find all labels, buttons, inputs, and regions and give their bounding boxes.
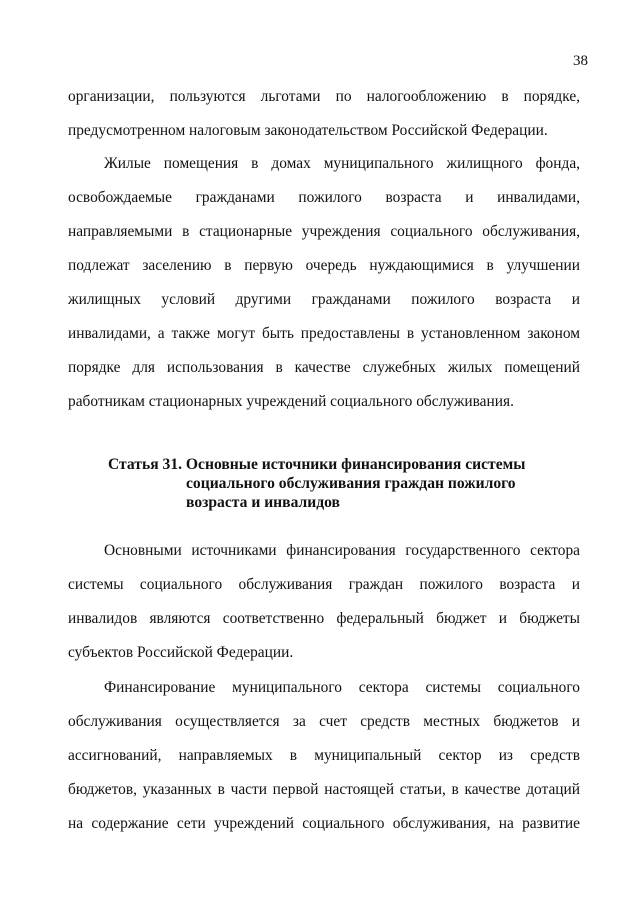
text-line: Основными источниками финансирования государственного сектора: [104, 542, 580, 559]
text-line: предусмотренном налоговым законодательством Российской Федерации.: [68, 122, 548, 139]
text-line: ассигнований, направляемых в муниципальный сектор из средств: [68, 747, 580, 764]
text-line: работникам стационарных учреждений социального обслуживания.: [68, 393, 514, 410]
article-heading: [108, 455, 578, 512]
text-line: бюджетов, указанных в части первой настоящей статьи, в качестве дотаций: [68, 781, 580, 798]
text-line: направляемыми в стационарные учреждения социального обслуживания,: [68, 223, 580, 240]
paragraph-tax-benefits: [68, 80, 580, 148]
text-line: Финансирование муниципального сектора системы социального: [104, 679, 580, 696]
text-line: инвалидов являются соответственно федеральный бюджет и бюджеты: [68, 610, 580, 627]
paragraph-municipal-funding: [68, 671, 580, 841]
text-line: жилищных условий другими гражданами пожилого возраста и: [68, 291, 580, 308]
article-title-continued: социального обслуживания граждан пожилого: [186, 475, 516, 492]
text-line: освобождаемые гражданами пожилого возраста и инвалидами,: [68, 189, 580, 206]
text-line: инвалидами, а также могут быть предоставлены в установленном законом: [68, 325, 580, 342]
paragraph-housing: [68, 147, 580, 419]
text-line: Жилые помещения в домах муниципального жилищного фонда,: [104, 155, 580, 172]
paragraph-state-funding: [68, 534, 580, 670]
article-title: Статья 31. Основные источники финансирования системы: [108, 456, 526, 473]
text-line: обслуживания осуществляется за счет средств местных бюджетов и: [68, 713, 580, 730]
text-line: субъектов Российской Федерации.: [68, 644, 294, 661]
text-line: подлежат заселению в первую очередь нуждающимися в улучшении: [68, 257, 580, 274]
text-line: организации, пользуются льготами по налогообложению в порядке,: [68, 88, 580, 105]
page-number: 38: [573, 53, 588, 69]
article-title-continued: возраста и инвалидов: [186, 494, 340, 511]
text-line: системы социального обслуживания граждан пожилого возраста и: [68, 576, 580, 593]
text-line: на содержание сети учреждений социального обслуживания, на развитие: [68, 815, 580, 832]
text-line: порядке для использования в качестве служебных жилых помещений: [68, 359, 580, 376]
